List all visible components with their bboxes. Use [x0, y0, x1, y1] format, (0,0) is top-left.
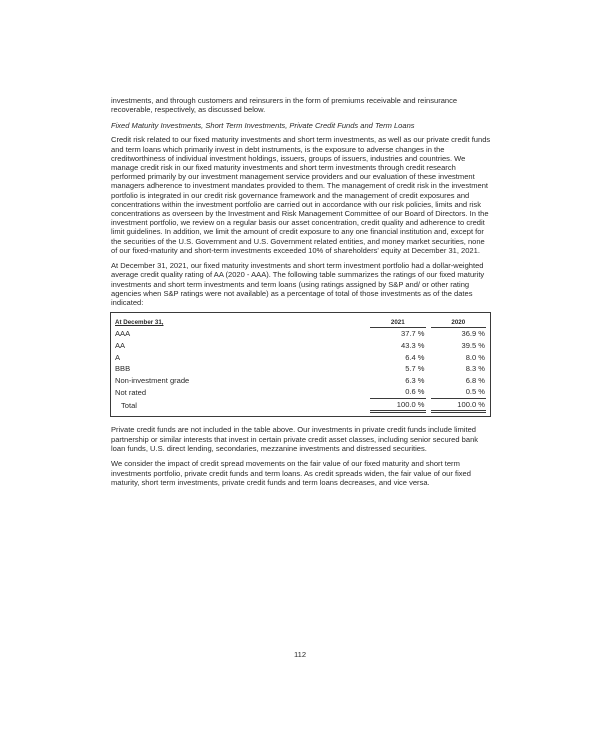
- value-2021: 0.6 %: [405, 387, 425, 397]
- row-label: BBB: [115, 364, 131, 374]
- total-label: Total: [121, 400, 137, 410]
- value-2020: 39.5 %: [461, 341, 485, 351]
- value-2020: 8.3 %: [465, 364, 485, 374]
- value-2021: 6.4 %: [405, 352, 425, 362]
- credit-risk-paragraph: Credit risk related to our fixed maturity investments and short term investments, as well as our private credit funds and term loans which primarily invest in debt instruments, is the exposure to adverse changes in the creditworthiness of individual investment holdings, issuers, groups of issuers, industries and countries. We manage credit risk in our fixed maturity investments and short term investments through credit research performed primarily by our investment management service providers and our evaluation of these investment managers adherence to investment mandates provided to them. The management of credit risk in the investment portfolio is integrated in our credit risk governance framework and the management of credit exposures and concentrations within the investment portfolio are carried out in accordance with our risk policies, limits and risk concentrations as overseen by the Investment and Risk Management Committee of our Board of Directors. In the investment portfolio, we review on a regular basis our asset concentration, credit quality and adherence to credit limit guidelines. In addition, we limit the amount of credit exposure to any one financial institution and, except for the securities of the U.S. Government and U.S. Government related entities, and money market securities, none of our fixed-maturity and short-term investments exceeded 10% of shareholders' equity at December 31, 2021.: [111, 135, 491, 255]
- header-year-2020: 2020: [431, 317, 486, 328]
- section-heading: Fixed Maturity Investments, Short Term Investments, Private Credit Funds and Term Loans: [111, 120, 415, 130]
- total-row: [115, 398, 486, 412]
- value-2021: 5.7 %: [405, 364, 425, 374]
- value-2021: 37.7 %: [401, 329, 425, 339]
- header-label: At December 31,: [115, 318, 164, 326]
- rating-summary-paragraph: At December 31, 2021, our fixed maturity investments and short term investment portfolio had a dollar-weighted average credit quality rating of AA (2020 - AAA). The following table summarizes the ratings of our fixed maturity investments and short term investments and term loans (using ratings assigned by S&P and/ or other rating agencies when S&P ratings were not available) as a percentage of total of those investments as of the dates indicated:: [111, 261, 485, 308]
- table-row: [115, 340, 486, 352]
- row-label: AAA: [115, 329, 131, 339]
- table-header-row: [115, 317, 486, 328]
- value-2021: 6.3 %: [405, 375, 425, 385]
- ratings-table: [115, 317, 486, 413]
- row-label: Not rated: [115, 387, 147, 397]
- table-row: [115, 328, 486, 340]
- row-label: A: [115, 352, 121, 362]
- value-2020: 0.5 %: [465, 387, 485, 397]
- total-2021: 100.0 %: [370, 398, 425, 412]
- table-row: [115, 363, 486, 375]
- row-label: AA: [115, 341, 126, 351]
- value-2020: 6.8 %: [465, 375, 485, 385]
- value-2020: 36.9 %: [461, 329, 485, 339]
- header-year-2021: 2021: [370, 317, 425, 328]
- page-number: 112: [293, 650, 307, 659]
- table-row: [115, 351, 486, 363]
- value-2020: 8.0 %: [465, 352, 485, 362]
- value-2021: 43.3 %: [401, 341, 425, 351]
- document-page: [111, 96, 492, 493]
- total-2020: 100.0 %: [431, 398, 486, 412]
- table-row: [115, 375, 486, 387]
- row-label: Non-investment grade: [115, 375, 190, 385]
- ratings-table-box: [110, 312, 491, 417]
- table-row: [115, 386, 486, 398]
- private-credit-paragraph: Private credit funds are not included in the table above. Our investments in private credit funds include limited partnership or similar interests that invest in certain private credit asset classes, including senior secured bank loan funds, U.S. direct lending, secondaries, mezzanine investments and distressed securities.: [111, 425, 479, 453]
- credit-spread-paragraph: We consider the impact of credit spread movements on the fair value of our fixed maturity and short term investments portfolio, private credit funds and term loans. As credit spreads widen, the fair value of our fixed maturity, short term investments, private credit funds and term loans decreases, and vice versa.: [111, 459, 471, 487]
- intro-paragraph: investments, and through customers and reinsurers in the form of premiums receivable and reinsurance recoverable, respectively, as discussed below.: [111, 96, 458, 115]
